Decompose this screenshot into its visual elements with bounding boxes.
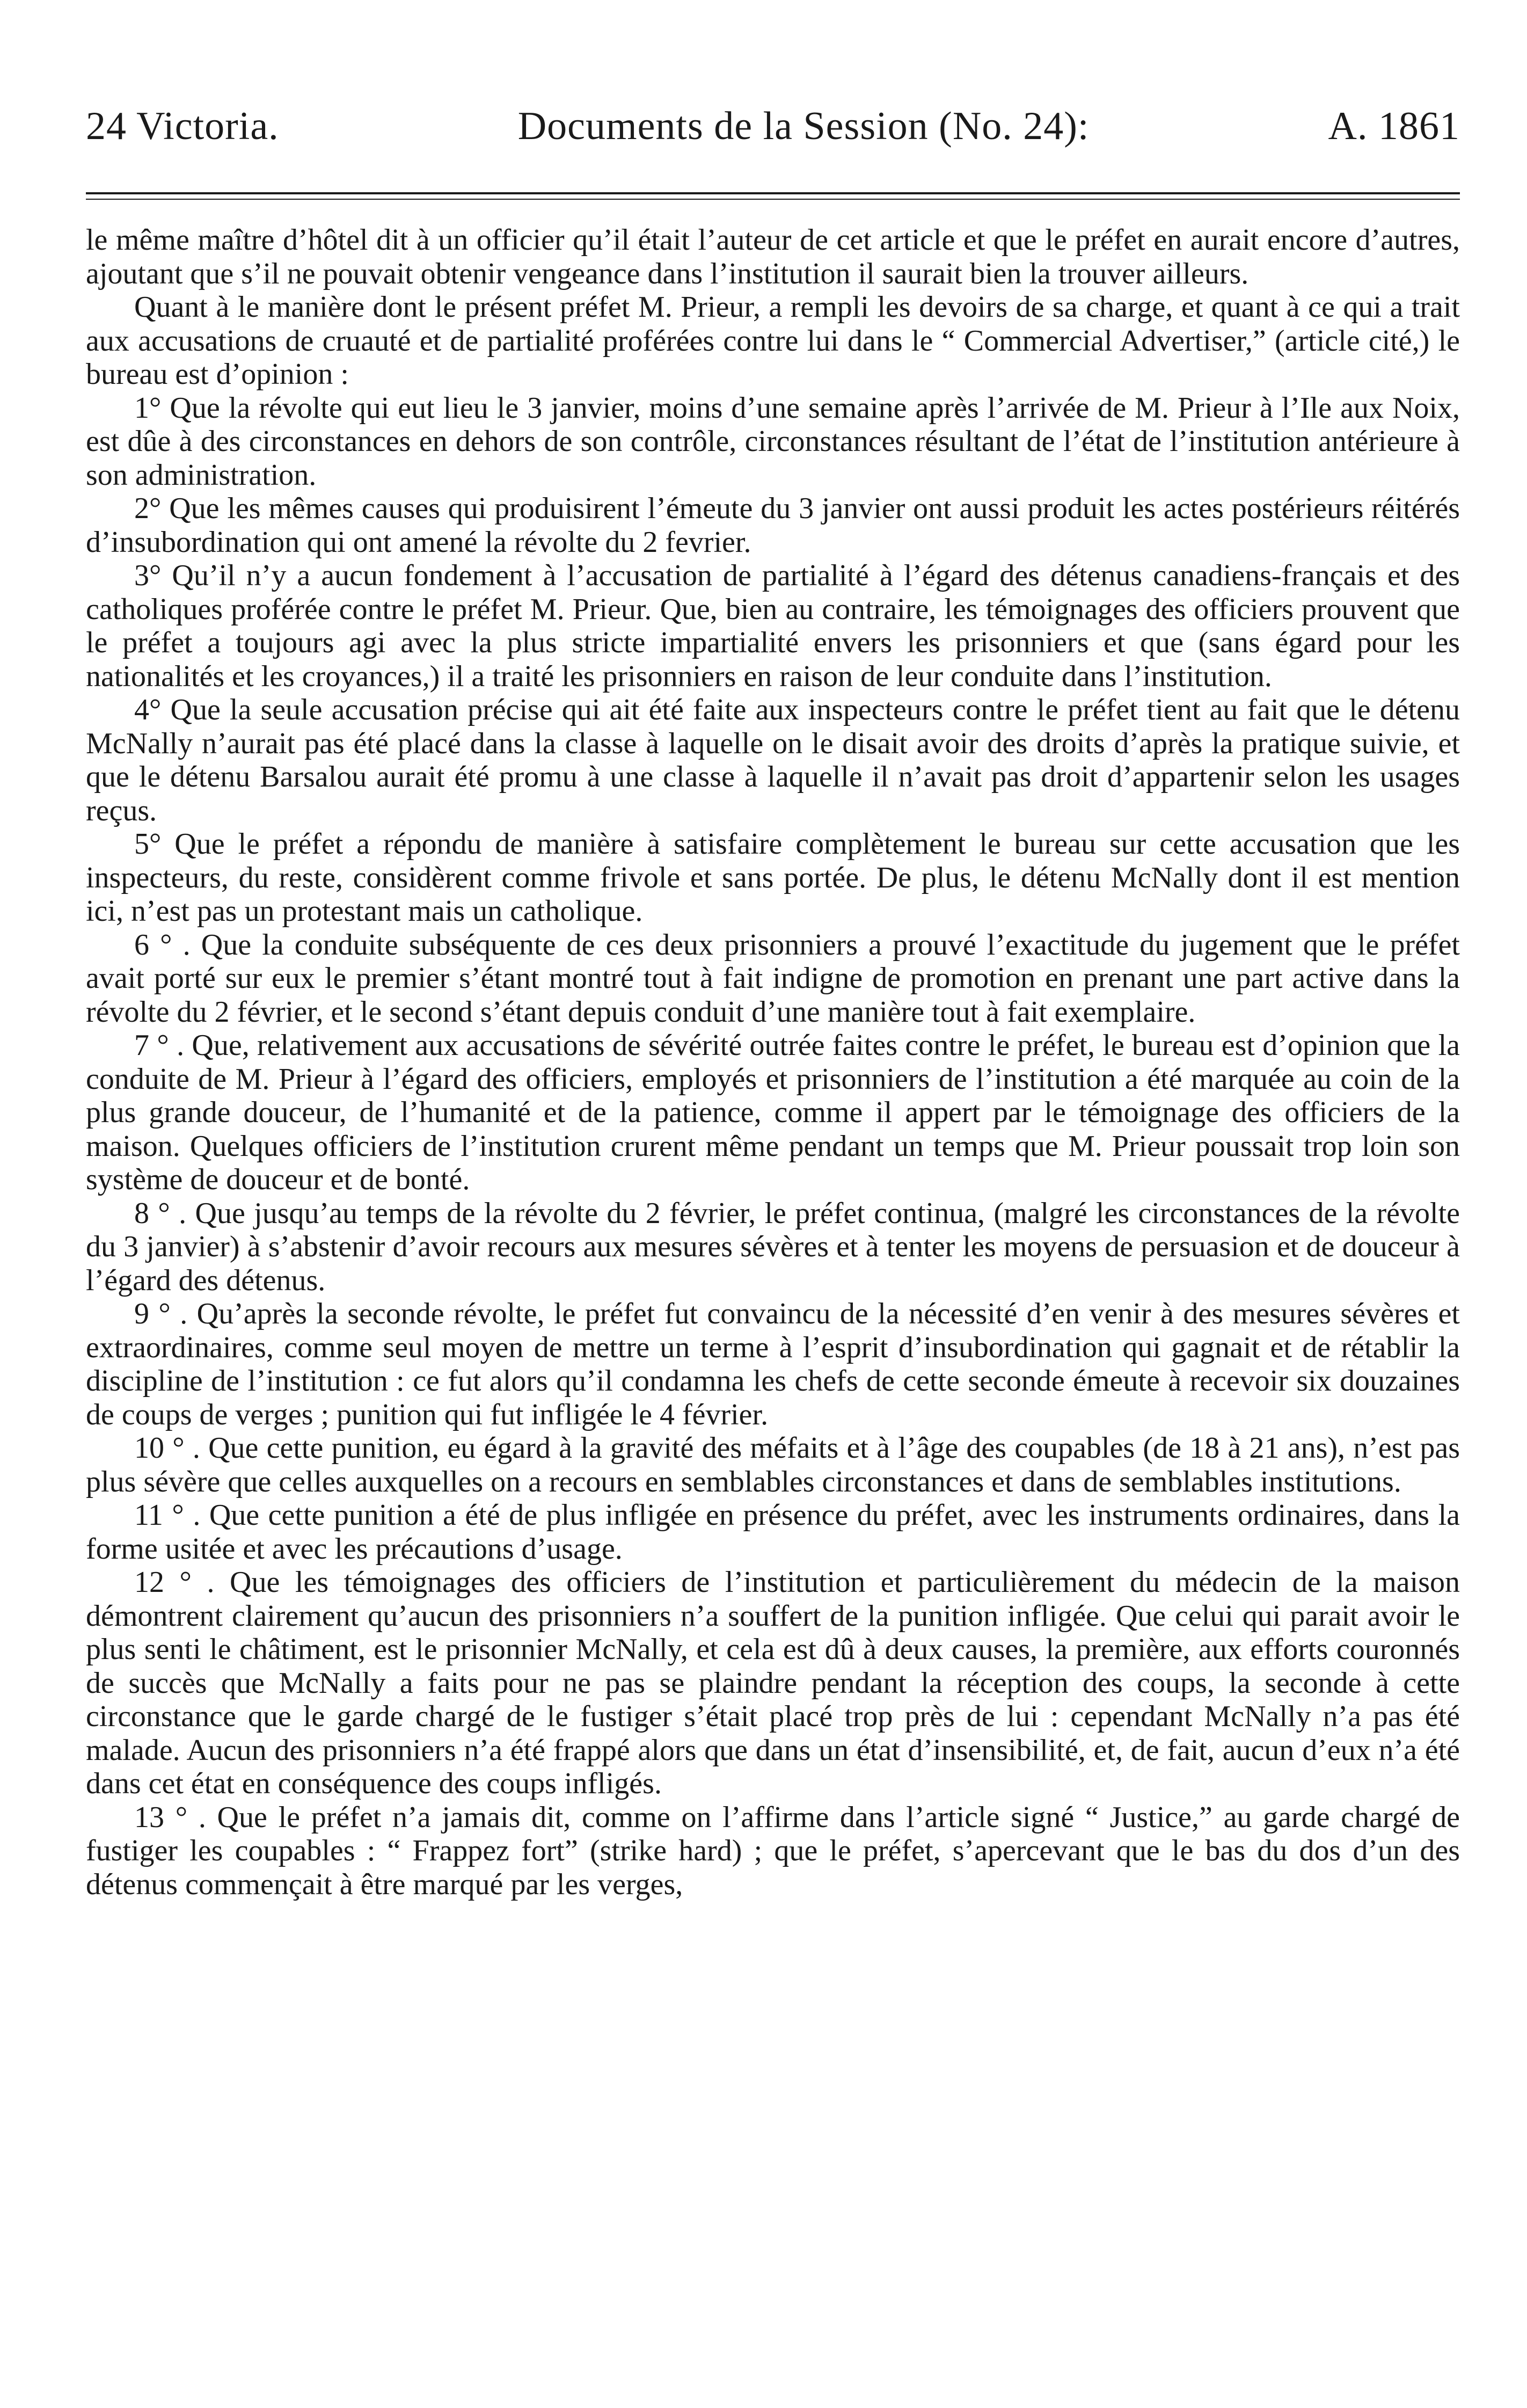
running-header — [86, 102, 1460, 150]
paragraph-item-12: 12 ° . Que les témoignages des officiers de l’institution et particulièrement du médecin de la maison démontrent clairement qu’aucun des prisonniers n’a souffert de la punition infligée. Que celui qui parait avoir le plus senti le châtiment, est le prisonnier McNally, et cela est dû à deux causes, la première, aux efforts couronnés de succès que McNally a faits pour ne pas se plaindre pendant la réception des coups, la seconde à cette circonstance que le garde chargé de le fustiger s’était placé trop près de lui : cependant McNally n’a pas été malade. Aucun des prisonniers n’a été frappé alors que dans un état d’insensibilité, et, de fait, aucun d’eux n’a été dans cet état en conséquence des coups infligés. — [86, 1566, 1460, 1800]
header-document-title: Documents de la Session (No. 24): — [517, 104, 1090, 148]
paragraph-item-6: 6 ° . Que la conduite subséquente de ces deux prisonniers a prouvé l’exactitude du jugement que le préfet avait porté sur eux le premier s’étant montré tout à fait indigne de promotion en prenant une part active dans la révolte du 2 février, et le second s’étant depuis conduit d’une manière tout à fait exemplaire. — [86, 928, 1460, 1029]
header-double-rule — [86, 192, 1460, 200]
paragraph-item-2: 2° Que les mêmes causes qui produisirent l’émeute du 3 janvier ont aussi produit les actes postérieurs réitérés d’insubordination qui ont amené la révolte du 2 fevrier. — [86, 492, 1460, 559]
paragraph-item-4: 4° Que la seule accusation précise qui ait été faite aux inspecteurs contre le préfet tient au fait que le détenu McNally n’aurait pas été placé dans la classe à laquelle on le disait avoir des droits d’après la pratique suivie, et que le détenu Barsalou aurait été promu à une classe à laquelle il n’avait pas droit d’appartenir selon les usages reçus. — [86, 693, 1460, 827]
paragraph-item-5: 5° Que le préfet a répondu de manière à satisfaire complètement le bureau sur cette accusation que les inspecteurs, du reste, considèrent comme frivole et sans portée. De plus, le détenu McNally dont il est mention ici, n’est pas un protestant mais un catholique. — [86, 827, 1460, 928]
document-body — [86, 223, 1460, 1901]
document-page — [86, 102, 1460, 1901]
paragraph-item-1: 1° Que la révolte qui eut lieu le 3 janvier, moins d’une semaine après l’arrivée de M. Prieur à l’Ile aux Noix, est dûe à des circonstances en dehors de son contrôle, circonstances résultant de l’état de l’institution antérieure à son administration. — [86, 391, 1460, 492]
paragraph-continuation: le même maître d’hôtel dit à un officier qu’il était l’auteur de cet article et que le préfet en aurait encore d’autres, ajoutant que s’il ne pouvait obtenir vengeance dans l’institution il saurait bien la trouver ailleurs. — [86, 223, 1460, 290]
header-session-year: 24 Victoria. — [86, 104, 279, 148]
paragraph-item-10: 10 ° . Que cette punition, eu égard à la gravité des méfaits et à l’âge des coupables (de 18 à 21 ans), n’est pas plus sévère que celles auxquelles on a recours en semblables circonstances et dans de semblables institutions. — [86, 1431, 1460, 1498]
paragraph-item-8: 8 ° . Que jusqu’au temps de la révolte du 2 février, le préfet continua, (malgré les circonstances de la révolte du 3 janvier) à s’abstenir d’avoir recours aux mesures sévères et à tenter les moyens de persuasion et de douceur à l’égard des détenus. — [86, 1196, 1460, 1297]
paragraph-intro: Quant à le manière dont le présent préfet M. Prieur, a rempli les devoirs de sa charge, et quant à ce qui a trait aux accusations de cruauté et de partialité proférées contre lui dans le “ Commercial Advertiser,” (article cité,) le bureau est d’opinion : — [86, 290, 1460, 391]
paragraph-item-9: 9 ° . Qu’après la seconde révolte, le préfet fut convaincu de la nécessité d’en venir à des mesures sévères et extraordinaires, comme seul moyen de mettre un terme à l’esprit d’insubordination qui gagnait et de rétablir la discipline de l’institution : ce fut alors qu’il condamna les chefs de cette seconde émeute à recevoir six douzaines de coups de verges ; punition qui fut infligée le 4 février. — [86, 1297, 1460, 1431]
paragraph-item-3: 3° Qu’il n’y a aucun fondement à l’accusation de partialité à l’égard des détenus canadiens-français et des catholiques proférée contre le préfet M. Prieur. Que, bien au contraire, les témoignages des officiers prouvent que le préfet a toujours agi avec la plus stricte impartialité envers les prisonniers et que (sans égard pour les nationalités et les croyances,) il a traité les prisonniers en raison de leur conduite dans l’institution. — [86, 559, 1460, 693]
header-year: A. 1861 — [1328, 104, 1460, 148]
paragraph-item-13: 13 ° . Que le préfet n’a jamais dit, comme on l’affirme dans l’article signé “ Justice,” au garde chargé de fustiger les coupables : “ Frappez fort” (strike hard) ; que le préfet, s’apercevant que le bas du dos d’un des détenus commençait à être marqué par les verges, — [86, 1800, 1460, 1901]
paragraph-item-7: 7 ° . Que, relativement aux accusations de sévérité outrée faites contre le préfet, le bureau est d’opinion que la conduite de M. Prieur à l’égard des officiers, employés et prisonniers de l’institution a été marquée au coin de la plus grande douceur, de l’humanité et de la patience, comme il appert par le témoignage des officiers de la maison. Quelques officiers de l’institution crurent même pendant un temps que M. Prieur poussait trop loin son système de douceur et de bonté. — [86, 1029, 1460, 1196]
paragraph-item-11: 11 ° . Que cette punition a été de plus infligée en présence du préfet, avec les instruments ordinaires, dans la forme usitée et avec les précautions d’usage. — [86, 1498, 1460, 1566]
